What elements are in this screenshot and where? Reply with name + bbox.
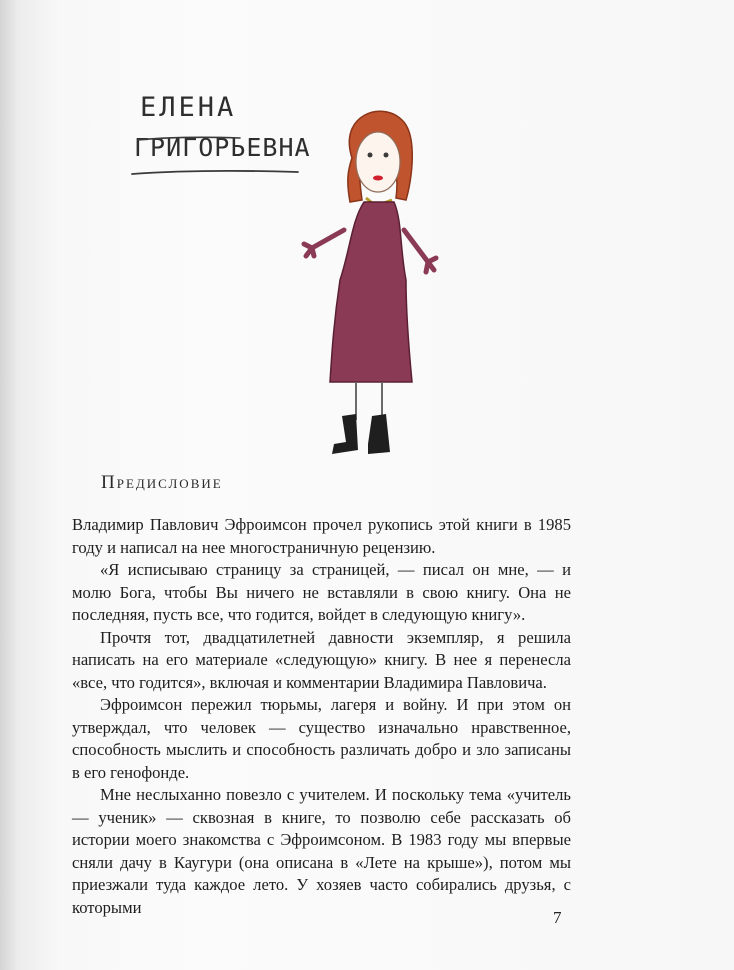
paragraph-5: Мне неслыханно повезло с учителем. И поскольку тема «учитель — ученик» — сквозная в книге, то позволю себе рассказать об истории моего знакомства с Эфроимсоном. В 1983 году мы впервые сняли дачу в Каугури (она описана в «Лете на крыше»), потом мы приезжали туда каждое лето. У хозяев часто собирались друзья, с которыми	[72, 785, 571, 917]
right-boot	[368, 414, 390, 454]
paragraph-1: Владимир Павлович Эфроимсон прочел рукопись этой книги в 1985 году и написал на нее многостраничную рецензию.	[72, 515, 571, 557]
child-drawing-illustration	[120, 80, 450, 480]
face	[356, 132, 400, 192]
body-text	[72, 514, 571, 919]
page-number: 7	[553, 908, 562, 927]
paragraph-3: Прочтя тот, двадцатилетней давности экземпляр, я решила написать на его материале «следующую» книгу. В нее я перенесла «все, что годится», включая и комментарии Владимира Павловича.	[72, 627, 571, 692]
paragraph-4: Эфроимсон пережил тюрьмы, лагеря и войну. И при этом он утверждал, что человек — существо изначально нравственное, способность мыслить и способность различать добро и зло записаны в его генофонде.	[72, 695, 571, 782]
drawing-caption-line2: ГРИГОРЬЕВНА	[134, 133, 311, 162]
drawing-caption-line1: ЕЛЕНА	[140, 92, 237, 123]
section-heading: Предисловие	[101, 472, 223, 493]
paragraph-2: «Я исписываю страницу за страницей, — писал он мне, — и молю Бога, чтобы Вы ничего не вставляли в свою книгу. Она не последняя, пусть все, что годится, войдет в следующую книгу».	[72, 560, 571, 624]
mouth	[373, 176, 383, 181]
left-boot	[332, 414, 358, 454]
